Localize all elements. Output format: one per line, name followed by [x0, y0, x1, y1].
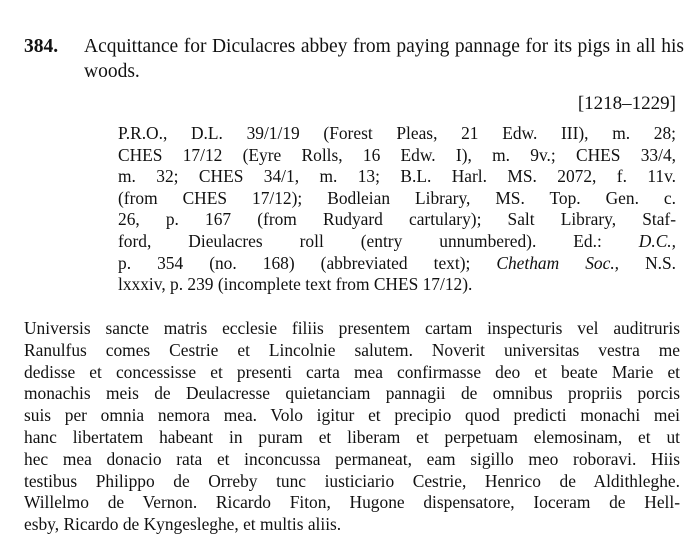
source-line: 26, p. 167 (from Rudyard cartulary); Salt Library, Staf- — [118, 209, 676, 230]
entry-heading — [24, 34, 684, 84]
source-line: P.R.O., D.L. 39/1/19 (Forest Pleas, 21 Edw. III), m. 28; — [118, 123, 676, 143]
entry-title: Acquittance for Diculacres abbey from paying pannage for its pigs in all his woods. — [84, 36, 684, 82]
charter-line: Ranulfus comes Cestrie et Lincolnie salutem. Noverit universitas vestra me — [24, 339, 680, 360]
charter-line: Universis sancte matris ecclesie filiis presentem cartam inspecturis vel auditruris — [24, 318, 680, 338]
source-line-text: ford, Dieulacres roll (entry unnumbered). Ed.: — [118, 230, 602, 251]
source-line: lxxxiv, p. 239 (incomplete text from CHES 17/12). — [118, 274, 473, 295]
source-line: CHES 17/12 (Eyre Rolls, 16 Edw. I), m. 9v.; CHES 33/4, — [118, 144, 676, 165]
entry-number: 384. — [24, 36, 59, 57]
charter-text — [24, 318, 680, 536]
source-line-text: p. 354 (no. 168) (abbreviated text); — [118, 252, 471, 273]
charter-line: dedisse et concessisse et presenti carta mea confirmasse deo et beate Marie et — [24, 361, 680, 382]
charter-line: hec mea donacio rata et inconcussa permaneat, eam sigillo meo roboravi. Hiis — [24, 448, 680, 469]
charter-line: suis per omnia nemora mea. Volo igitur et precipio quod predicti monachi mei — [24, 405, 680, 426]
source-line — [118, 253, 676, 275]
source-line: (from CHES 17/12); Bodleian Library, MS. Top. Gen. c. — [118, 187, 676, 208]
chetham-ref: Chetham Soc., — [496, 252, 620, 273]
sources-block — [118, 123, 676, 296]
charter-line: esby, Ricardo de Kyngesleghe, et multis aliis. — [24, 514, 342, 535]
series-ref: N.S. — [645, 252, 676, 273]
entry-date: [1218–1229] — [577, 93, 676, 114]
source-line: m. 32; CHES 34/1, m. 13; B.L. Harl. MS. 2072, f. 11v. — [118, 166, 676, 187]
charter-line: Willelmo de Vernon. Ricardo Fiton, Hugone dispensatore, Ioceram de Hell- — [24, 492, 680, 513]
charter-line: monachis meis de Deulacresse quietanciam pannagii de omnibus propriis porcis — [24, 383, 680, 404]
source-line — [118, 231, 676, 253]
edition-ref: D.C., — [638, 230, 676, 251]
charter-line: hanc libertatem habeant in puram et liberam et perpetuam elemosinam, et ut — [24, 426, 680, 447]
charter-line: testibus Philippo de Orreby tunc iusticiario Cestrie, Henrico de Aldithleghe. — [24, 470, 680, 491]
